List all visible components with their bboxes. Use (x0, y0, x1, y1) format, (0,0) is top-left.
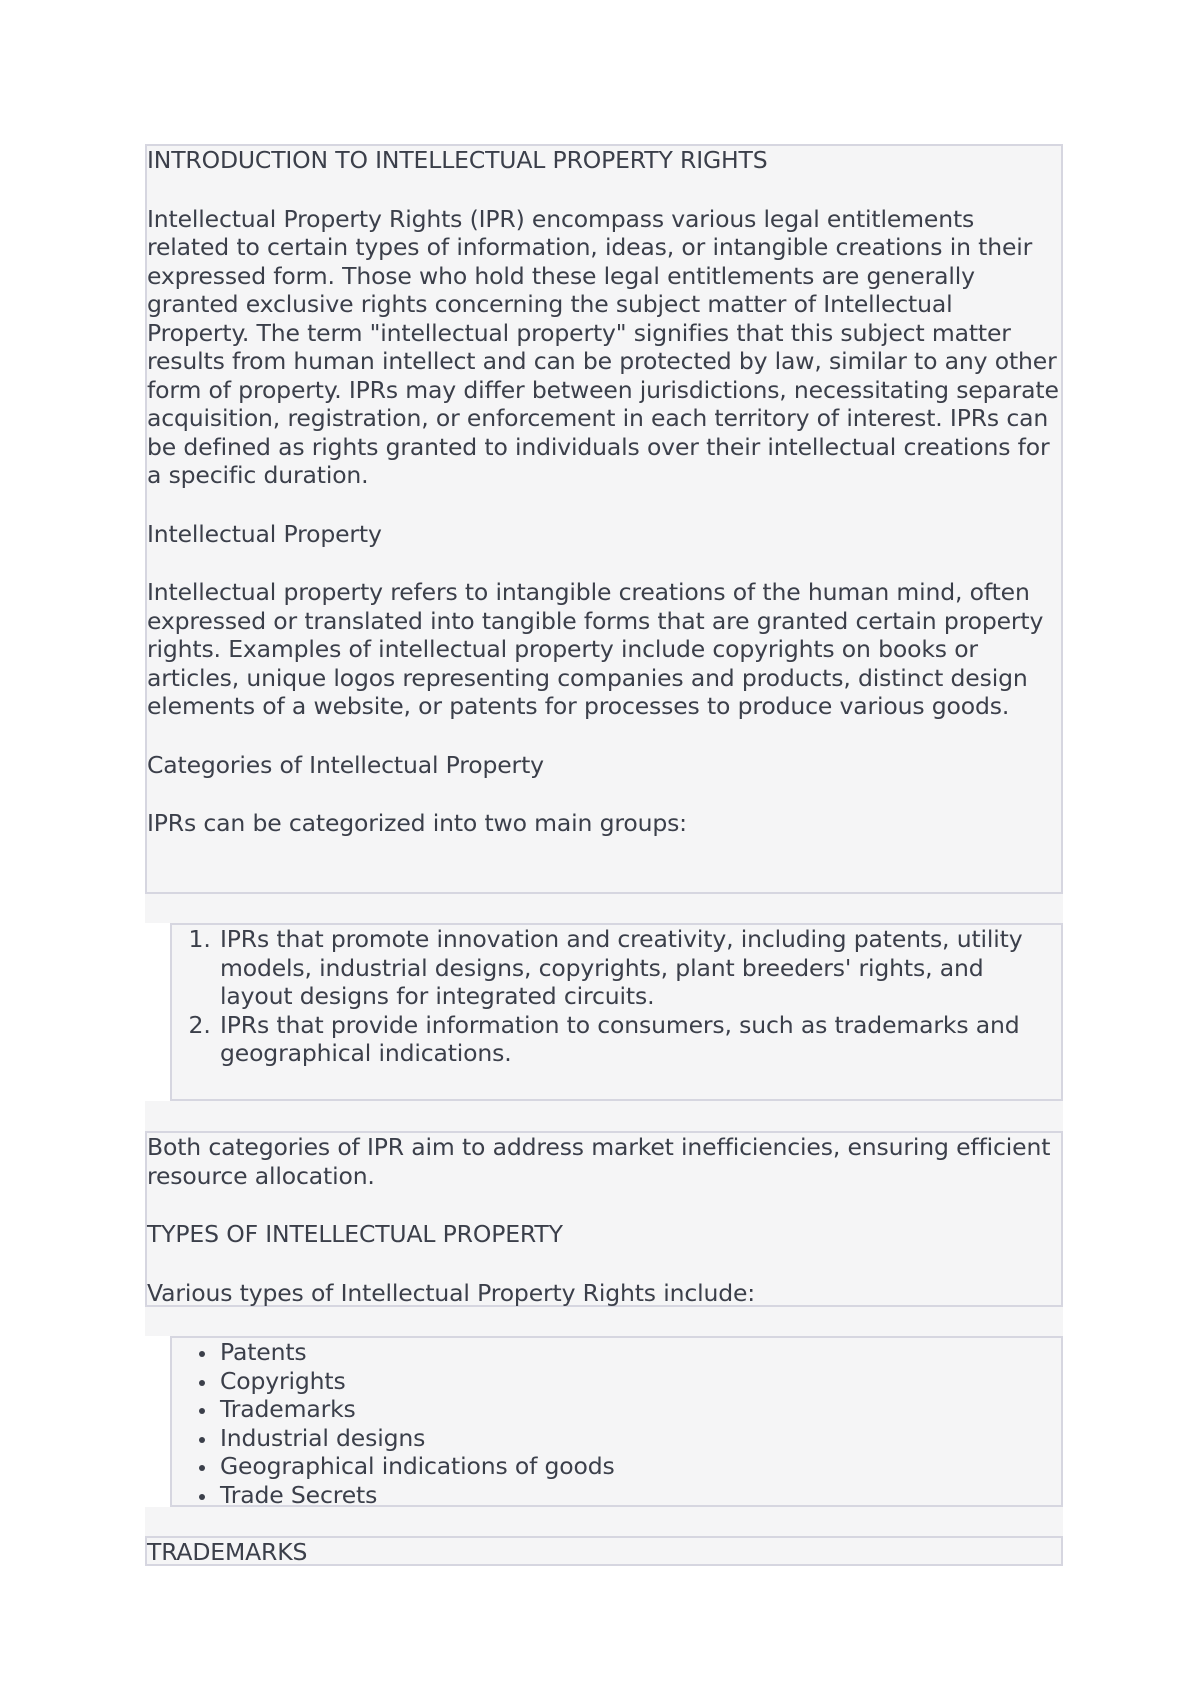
trademarks-section (145, 1536, 1063, 1566)
types-section (145, 1131, 1063, 1307)
intro-section (145, 144, 1063, 894)
types-heading: TYPES OF INTELLECTUAL PROPERTY (147, 1220, 563, 1248)
categories-list (172, 925, 1061, 1068)
trademarks-heading: TRADEMARKS (147, 1538, 308, 1566)
types-list (172, 1338, 1061, 1509)
intro-paragraph: Intellectual Property Rights (IPR) encompass various legal entitlements related to certain types of information, ideas, or intangible creations in their expressed form. Those who hold these legal entitlements are generally granted exclusive rights concerning the subject matter of Intellectual Property. The term "intellectual property" signifies that this subject matter results from human intellect and can be protected by law, similar to any other form of property. IPRs may differ between jurisdictions, necessitating separate acquisition, registration, or enforcement in each territory of interest. IPRs can be defined as rights granted to individuals over their intellectual creations for a specific duration. (147, 204, 1059, 489)
types-list-box (170, 1336, 1063, 1507)
both-categories-paragraph: Both categories of IPR aim to address market inefficiencies, ensuring efficient resource allocation. (147, 1133, 1051, 1190)
list-item: 1. IPRs that promote innovation and creativity, including patents, utility models, industrial designs, copyrights, plant breeders' rights, and layout designs for integrated circuits. (218, 925, 1061, 1011)
ip-heading: Intellectual Property (147, 519, 382, 548)
list-item: • Patents (218, 1338, 1061, 1367)
list-item: 2. IPRs that provide information to consumers, such as trademarks and geographical indications. (218, 1011, 1061, 1068)
categories-heading: Categories of Intellectual Property (147, 750, 544, 779)
categories-list-box (170, 923, 1063, 1101)
list-item: • Geographical indications of goods (218, 1452, 1061, 1481)
list-item: • Copyrights (218, 1367, 1061, 1396)
ip-paragraph: Intellectual property refers to intangible creations of the human mind, often expressed or translated into tangible forms that are granted certain property rights. Examples of intellectual property include copyrights on books or articles, unique logos representing companies and products, distinct design elements of a website, or patents for processes to produce various goods. (147, 578, 1044, 720)
spacer (145, 1307, 1063, 1336)
types-intro: Various types of Intellectual Property Rights include: (147, 1278, 756, 1307)
categories-intro: IPRs can be categorized into two main groups: (147, 809, 687, 837)
spacer (145, 1101, 1063, 1131)
intro-title: INTRODUCTION TO INTELLECTUAL PROPERTY RIGHTS (147, 146, 768, 174)
list-item: • Trademarks (218, 1395, 1061, 1424)
spacer (145, 894, 1063, 923)
list-item: • Trade Secrets (218, 1481, 1061, 1510)
list-item: • Industrial designs (218, 1424, 1061, 1453)
document-page (145, 144, 1063, 1566)
spacer (145, 1507, 1063, 1536)
